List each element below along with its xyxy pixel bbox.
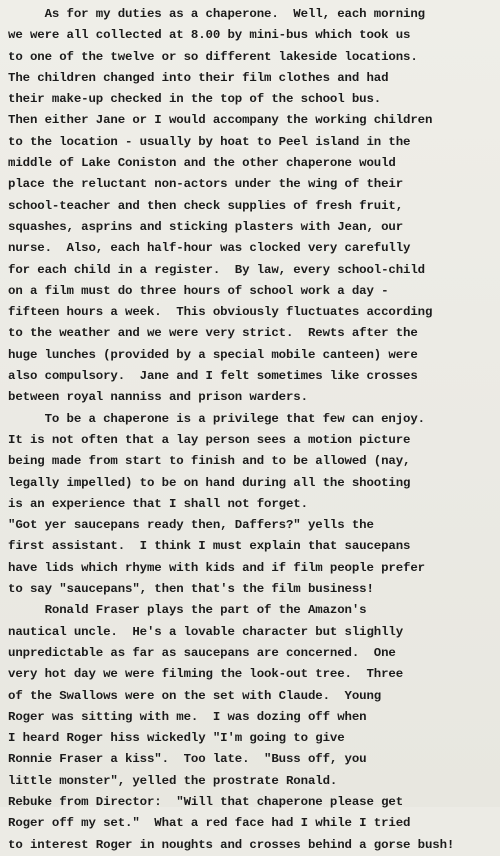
text-line: fifteen hours a week. This obviously fluctuates according	[8, 305, 433, 320]
typewritten-text	[8, 4, 500, 856]
text-line: to interest Roger in noughts and crosses behind a gorse bush!	[8, 837, 455, 852]
text-line: very hot day we were filming the look-out tree. Three	[8, 667, 404, 682]
text-line: to say "saucepans", then that's the film business!	[8, 582, 374, 597]
text-line: To be a chaperone is a privilege that few can enjoy.	[8, 411, 425, 426]
text-line: Rebuke from Director: "Will that chaperone please get	[8, 794, 404, 809]
text-line: school-teacher and then check supplies of fresh fruit,	[8, 198, 404, 213]
text-line: of the Swallows were on the set with Claude. Young	[8, 688, 382, 703]
text-line: we were all collected at 8.00 by mini-bus which took us	[8, 28, 411, 43]
text-line: little monster", yelled the prostrate Ronald.	[8, 773, 338, 788]
text-line: nautical uncle. He's a lovable character but slighlly	[8, 624, 404, 639]
text-line: Ronnie Fraser a kiss". Too late. "Buss off, you	[8, 752, 367, 767]
text-line: their make-up checked in the top of the school bus.	[8, 92, 382, 107]
text-line: to one of the twelve or so different lakeside locations.	[8, 49, 418, 64]
text-line: Roger off my set." What a red face had I while I tried	[8, 816, 411, 831]
text-line: Roger was sitting with me. I was dozing off when	[8, 709, 367, 724]
text-line: to the weather and we were very strict. Rewts after the	[8, 326, 418, 341]
text-line: squashes, asprins and sticking plasters with Jean, our	[8, 219, 404, 234]
text-line: have lids which rhyme with kids and if film people prefer	[8, 560, 425, 575]
text-line: Then either Jane or I would accompany the working children	[8, 113, 433, 128]
text-line: for each child in a register. By law, every school-child	[8, 262, 425, 277]
text-line: It is not often that a lay person sees a motion picture	[8, 432, 411, 447]
text-line: unpredictable as far as saucepans are concerned. One	[8, 645, 396, 660]
text-line: also compulsory. Jane and I felt sometimes like crosses	[8, 369, 418, 384]
text-line: The children changed into their film clothes and had	[8, 70, 389, 85]
text-line: place the reluctant non-actors under the wing of their	[8, 177, 404, 192]
text-line: As for my duties as a chaperone. Well, each morning	[8, 7, 425, 21]
text-line: middle of Lake Coniston and the other chaperone would	[8, 156, 396, 171]
text-line: to the location - usually by hoat to Peel island in the	[8, 134, 411, 149]
text-line: being made from start to finish and to be allowed (nay,	[8, 454, 411, 469]
text-line: between royal nanniss and prison warders.	[8, 390, 308, 405]
text-line: legally impelled) to be on hand during all the shooting	[8, 475, 411, 490]
text-line: Ronald Fraser plays the part of the Amazon's	[8, 603, 367, 618]
text-line: first assistant. I think I must explain that saucepans	[8, 539, 411, 554]
text-line: "Got yer saucepans ready then, Daffers?" yells the	[8, 518, 374, 533]
text-line: nurse. Also, each half-hour was clocked very carefully	[8, 241, 411, 256]
text-line: is an experience that I shall not forget.	[8, 496, 308, 511]
text-line: huge lunches (provided by a special mobile canteen) were	[8, 347, 418, 362]
text-line: I heard Roger hiss wickedly "I'm going to give	[8, 731, 345, 746]
text-line: on a film must do three hours of school work a day -	[8, 283, 389, 298]
